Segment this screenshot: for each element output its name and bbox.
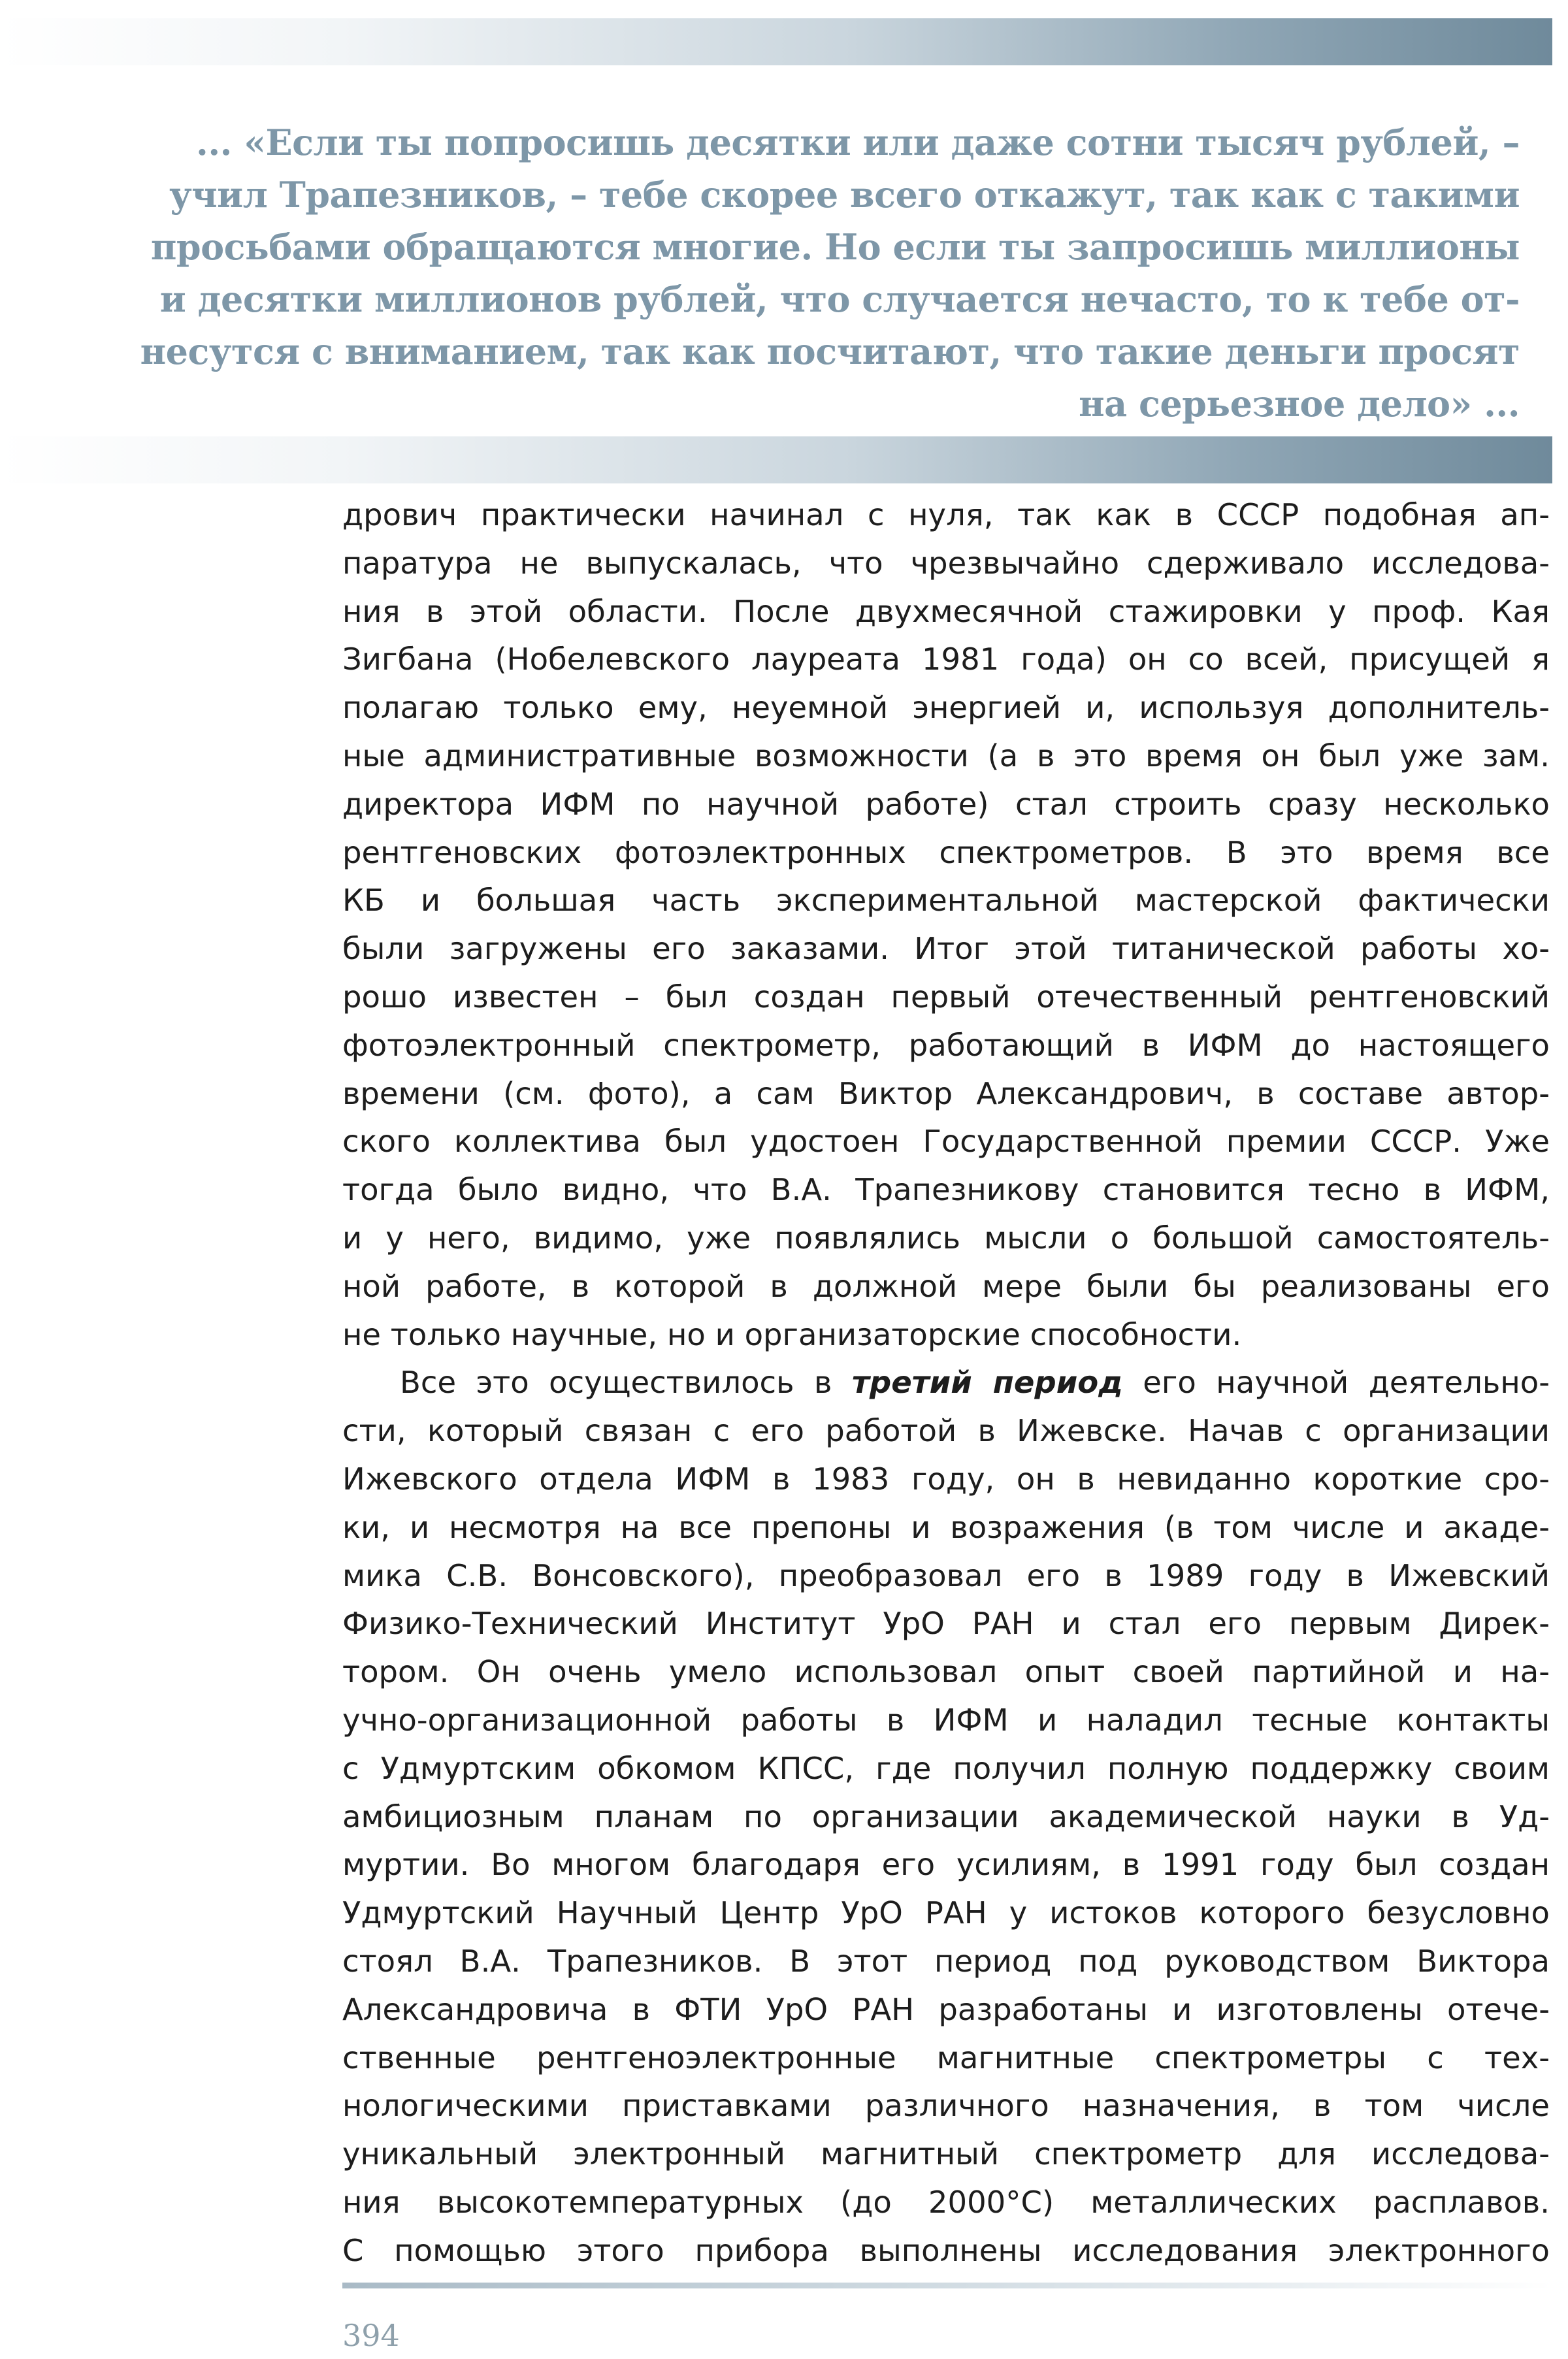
text-line: нологическими приставками различного назначения, в том числе xyxy=(342,2088,1550,2124)
text-line: и у него, видимо, уже появлялись мысли о большой самостоятель- xyxy=(342,1220,1550,1256)
text-line: учно-организационной работы в ИФМ и наладил тесные контакты xyxy=(342,1702,1550,1738)
text-line: с Удмуртским обкомом КПСС, где получил полную поддержку своим xyxy=(342,1750,1550,1786)
text-line: фотоэлектронный спектрометр, работающий в ИФМ до настоящего xyxy=(342,1027,1550,1063)
text-line: не только научные, но и организаторские способности. xyxy=(342,1316,1242,1352)
text-line: директора ИФМ по научной работе) стал строить сразу несколько xyxy=(342,786,1550,822)
text-line: ственные рентгеноэлектронные магнитные спектрометры с тех- xyxy=(342,2040,1550,2075)
text-line: дрович практически начинал с нуля, так как в СССР подобная ап- xyxy=(342,497,1550,532)
text-line: Ижевского отдела ИФМ в 1983 году, он в невиданно короткие сро- xyxy=(342,1461,1550,1497)
text-line: ки, и несмотря на все препоны и возражения (в том числе и акаде- xyxy=(342,1509,1550,1545)
pull-quote-line: ... «Если ты попросишь десятки или даже сотни тысяч рублей, – xyxy=(196,122,1520,163)
text-line: амбициозным планам по организации академической науки в Уд- xyxy=(342,1798,1550,1834)
paragraph-1 xyxy=(342,491,1550,1359)
text-line: тогда было видно, что В.А. Трапезникову становится тесно в ИФМ, xyxy=(342,1172,1550,1208)
text-line: ной работе, в которой в должной мере были бы реализованы его xyxy=(342,1268,1550,1304)
text-line: были загружены его заказами. Итог этой титанической работы хо- xyxy=(342,931,1550,967)
text-line: Александровича в ФТИ УрО РАН разработаны и изготовлены отече- xyxy=(342,1991,1550,2027)
text-line: времени (см. фото), а сам Виктор Александрович, в составе автор- xyxy=(342,1075,1550,1111)
text-line: сти, который связан с его работой в Ижевске. Начав с организации xyxy=(342,1413,1550,1449)
text-line: рентгеновских фотоэлектронных спектрометров. В это время все xyxy=(342,834,1550,870)
text-line: КБ и большая часть экспериментальной мастерской фактически xyxy=(342,883,1550,919)
text-line: муртии. Во многом благодаря его усилиям, в 1991 году был создан xyxy=(342,1847,1550,1883)
emphasized-term: третий период xyxy=(851,1365,1123,1401)
pull-quote-line: несутся с вниманием, так как посчитают, что такие деньги просят xyxy=(140,331,1520,372)
text-line: ния в этой области. После двухмесячной стажировки у проф. Кая xyxy=(342,593,1550,629)
text-line: рошо известен – был создан первый отечественный рентгеновский xyxy=(342,979,1550,1015)
mid-decorative-bar xyxy=(0,436,1552,483)
footer-rule xyxy=(342,2283,1552,2288)
text-run: его научной деятельно- xyxy=(1122,1365,1550,1401)
pull-quote-line: на серьезное дело» ... xyxy=(1079,383,1520,425)
text-line: стоял В.А. Трапезников. В этот период под руководством Виктора xyxy=(342,1943,1550,1979)
text-line: мика С.В. Вонсовского), преобразовал его в 1989 году в Ижевский xyxy=(342,1557,1550,1593)
paragraph-2 xyxy=(342,1359,1550,2275)
body-text xyxy=(342,491,1550,2275)
text-line: полагаю только ему, неуемной энергией и, используя дополнитель- xyxy=(342,690,1550,726)
pull-quote-line: учил Трапезников, – тебе скорее всего откажут, так как с такими xyxy=(169,174,1520,216)
text-line: уникальный электронный магнитный спектрометр для исследова- xyxy=(342,2136,1550,2172)
text-line: ния высокотемпературных (до 2000°С) металлических расплавов. xyxy=(342,2184,1550,2220)
text-line-first xyxy=(342,1359,1550,1407)
text-line: Удмуртский Научный Центр УрО РАН у истоков которого безусловно xyxy=(342,1895,1550,1931)
pull-quote-line: и десятки миллионов рублей, что случается нечасто, то к тебе от- xyxy=(159,278,1520,320)
text-run: Все это осуществилось в xyxy=(400,1365,852,1401)
text-line: тором. Он очень умело использовал опыт своей партийной и на- xyxy=(342,1654,1550,1690)
text-line: ского коллектива был удостоен Государственной премии СССР. Уже xyxy=(342,1124,1550,1160)
top-decorative-bar xyxy=(0,18,1552,65)
text-line: Зигбана (Нобелевского лауреата 1981 года) он со всей, присущей я xyxy=(342,642,1550,677)
text-line: ные административные возможности (а в это время он был уже зам. xyxy=(342,738,1550,773)
pull-quote xyxy=(52,116,1520,430)
page-number: 394 xyxy=(342,2318,400,2353)
text-line: С помощью этого прибора выполнены исследования электронного xyxy=(342,2232,1550,2268)
pull-quote-line: просьбами обращаются многие. Но если ты запросишь миллионы xyxy=(150,226,1520,268)
text-line: Физико-Технический Институт УрО РАН и стал его первым Дирек- xyxy=(342,1606,1550,1642)
text-line: паратура не выпускалась, что чрезвычайно сдерживало исследова- xyxy=(342,545,1550,581)
